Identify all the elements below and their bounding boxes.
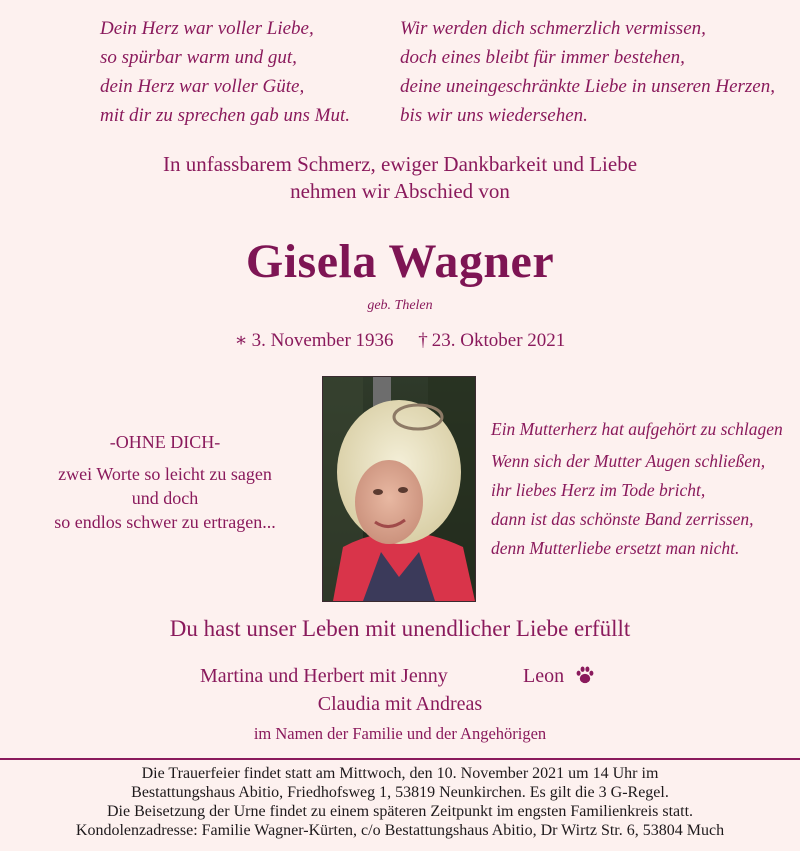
birth-date: ∗ 3. November 1936	[234, 330, 394, 351]
poem-left	[100, 14, 390, 130]
right-verse-heading: Ein Mutterherz hat aufgehört zu schlagen	[491, 419, 783, 439]
right-verse-line: Wenn sich der Mutter Augen schließen,	[491, 451, 766, 471]
deceased-name: Gisela Wagner	[245, 235, 555, 288]
portrait-photo	[322, 376, 476, 602]
death-date: † 23. Oktober 2021	[418, 330, 566, 351]
divider-line	[0, 758, 800, 760]
right-verse	[491, 415, 791, 563]
notice-line: Kondolenzadresse: Familie Wagner-Kürten, c/o Bestattungshaus Abitio, Dr Wirtz Str. 6, 53804 Much	[75, 822, 725, 839]
left-verse-line: zwei Worte so leicht zu sagen	[58, 464, 272, 484]
poem-left-line: Dein Herz war voller Liebe,	[100, 18, 314, 39]
death-cross-icon: †	[418, 330, 428, 351]
intro-line: nehmen wir Abschied von	[290, 179, 510, 203]
life-dates	[0, 329, 800, 352]
birth-star-icon: ∗	[234, 330, 248, 351]
poem-right-line: Wir werden dich schmerzlich vermissen,	[400, 18, 706, 39]
poem-left-line: dein Herz war voller Güte,	[100, 76, 305, 97]
right-verse-line: dann ist das schönste Band zerrissen,	[491, 509, 754, 529]
right-verse-line: denn Mutterliebe ersetzt man nicht.	[491, 538, 740, 558]
closing-line: Du hast unser Leben mit unendlicher Liebe erfüllt	[169, 616, 631, 641]
poem-right	[400, 14, 795, 130]
left-verse-line: und doch	[131, 488, 199, 508]
notice-line: Bestattungshaus Abitio, Friedhofsweg 1, 53819 Neunkirchen. Es gilt die 3 G-Regel.	[131, 784, 669, 801]
poem-right-line: deine uneingeschränkte Liebe in unseren Herzen,	[400, 76, 775, 97]
intro-line: In unfassbarem Schmerz, ewiger Dankbarkeit und Liebe	[162, 152, 638, 176]
notice-line: Die Beisetzung der Urne findet zu einem späteren Zeitpunkt im engsten Familienkreis statt.	[106, 803, 694, 820]
right-verse-line: ihr liebes Herz im Tode bricht,	[491, 480, 706, 500]
family-names-1: Martina und Herbert mit Jenny	[200, 665, 448, 687]
poem-right-line: doch eines bleibt für immer bestehen,	[400, 47, 685, 68]
poem-left-line: so spürbar warm und gut,	[100, 47, 297, 68]
left-verse	[30, 430, 300, 534]
family-pet	[523, 663, 595, 692]
maiden-name: geb. Thelen	[367, 298, 433, 313]
poem-right-line: bis wir uns wiedersehen.	[400, 105, 588, 126]
family-names-2: Claudia mit Andreas	[317, 693, 483, 715]
poem-left-line: mit dir zu sprechen gab uns Mut.	[100, 105, 350, 126]
left-verse-heading: -OHNE DICH-	[109, 432, 221, 452]
intro-text	[0, 151, 800, 205]
paw-icon	[575, 665, 595, 692]
portrait-illustration	[323, 377, 475, 601]
family-on-behalf: im Namen der Familie und der Angehörigen	[253, 724, 547, 743]
notice-line: Die Trauerfeier findet statt am Mittwoch, den 10. November 2021 um 14 Uhr im	[141, 765, 659, 782]
family-pet-name: Leon	[523, 665, 565, 687]
left-verse-line: so endlos schwer zu ertragen...	[54, 512, 276, 532]
funeral-notice	[0, 764, 800, 840]
